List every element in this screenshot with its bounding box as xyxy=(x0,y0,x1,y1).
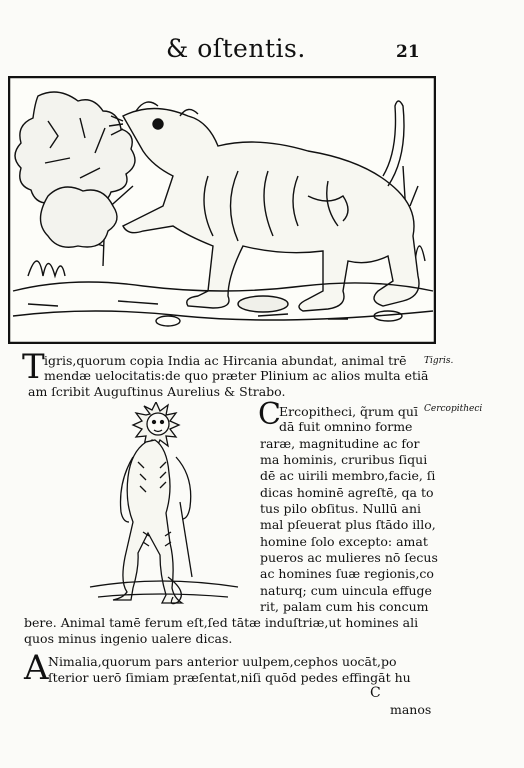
cerco-line-13: rit, palam cum his concum xyxy=(260,599,429,614)
catchword: manos xyxy=(390,702,432,717)
dropcap-T: T xyxy=(22,347,45,387)
cerco-line-8: mal pſeuerat plus ſtādo illo, xyxy=(260,517,436,532)
running-head: & oſtentis. xyxy=(166,34,306,63)
catchword-letter: C xyxy=(370,685,381,701)
cerco-line-10: pueros ac mulieres nō ſecus xyxy=(260,550,438,565)
cerco-line-7: tus pilo obſitus. Nullū ani xyxy=(260,501,422,516)
cerco-line-11: ac homines ſuæ regionis,co xyxy=(260,566,434,581)
dropcap-C: C xyxy=(258,397,281,432)
page-number: 21 xyxy=(396,42,420,62)
cerco-line-1: Ercopitheci, q̃rum quī xyxy=(279,404,418,419)
tiger-line-3: am ſcribit Auguſtinus Aurelius & Strabo. xyxy=(28,384,286,399)
cerco-line-6: dicas hominē agreſtē, qa to xyxy=(260,485,434,500)
tiger-line-1: igris,quorum copia India ac Hircania abundat, animal trē xyxy=(44,353,407,368)
cerco-line-3: raræ, magnitudine ac for xyxy=(260,436,420,451)
cerco-line-9: homine ſolo excepto: amat xyxy=(260,534,428,549)
cephos-line-1: Nimalia,quorum pars anterior uulpem,cephos uocāt,po xyxy=(48,654,397,669)
cerco-full-line-2: quos minus ingenio ualere dicas. xyxy=(24,631,233,646)
cercopithecus-woodcut xyxy=(88,402,240,610)
margin-note-tigris: Tigris. xyxy=(424,356,454,366)
cephos-line-2: ſterior uerō ſimiam præſentat,niſi quōd pedes effingāt hu xyxy=(48,670,411,685)
cerco-line-5: dē ac uirili membro,facie, ſi xyxy=(260,468,436,483)
tiger-woodcut xyxy=(8,76,436,344)
dropcap-A: A xyxy=(24,648,49,688)
margin-note-cercopitheci: Cercopitheci xyxy=(424,404,483,414)
cerco-line-4: ma hominis, cruribus ſiqui xyxy=(260,452,428,467)
cerco-line-12: naturq; cum uincula effuge xyxy=(260,583,432,598)
tiger-line-2: mendæ uelocitatis:de quo præter Plinium ac alios multa etiā xyxy=(44,368,429,383)
cerco-line-2: dā fuit omnino forme xyxy=(279,419,413,434)
cerco-full-line-1: bere. Animal tamē ferum eſt,ſed tātæ induſtriæ,ut homines ali xyxy=(24,615,419,630)
